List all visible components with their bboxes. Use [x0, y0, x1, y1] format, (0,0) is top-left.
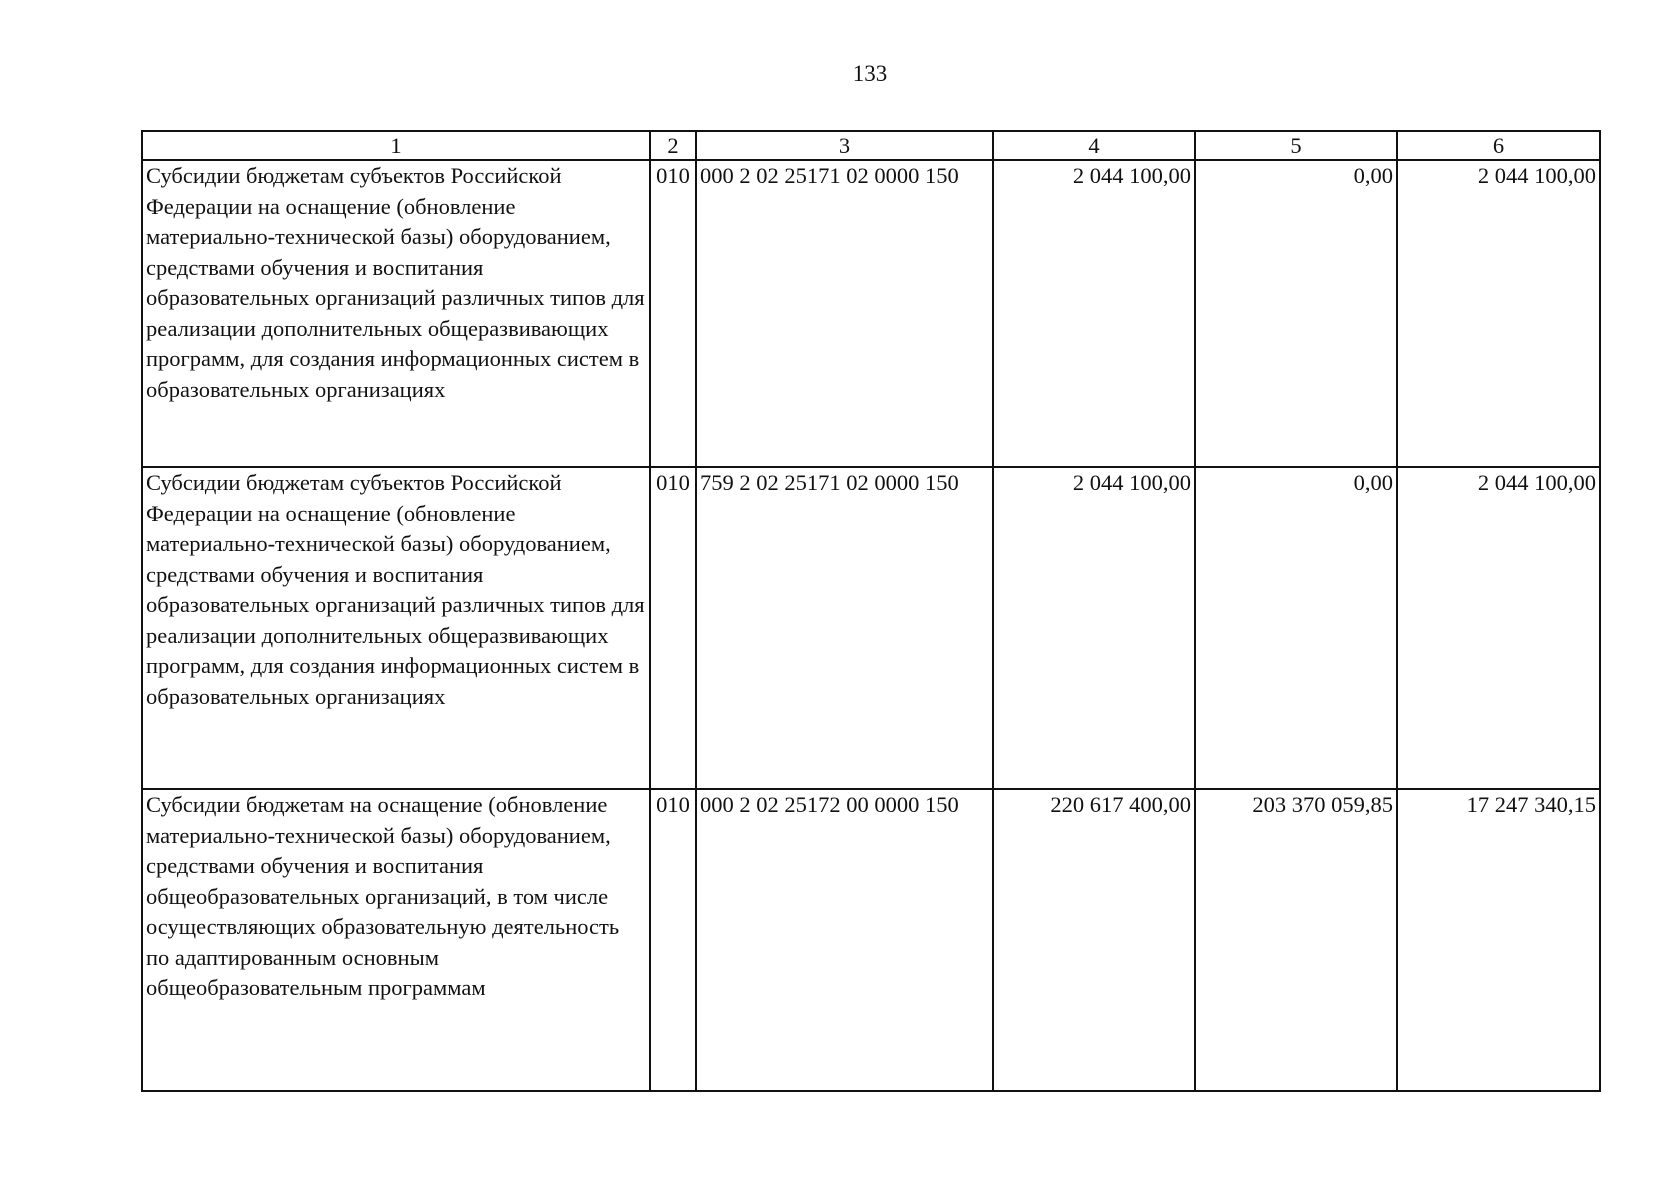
row-name-cell: Субсидии бюджетам на оснащение (обновление материально-технической базы) оборудованием, средствами обучения и воспитания общеобразовательных организаций, в том числе осуществляющих образовательную деятельность по адаптированным основным общеобразовательным программам — [142, 789, 650, 1091]
column-header: 4 — [993, 131, 1195, 160]
row-col6-cell: 2 044 100,00 — [1397, 160, 1600, 467]
row-code-cell: 010 — [650, 467, 696, 789]
row-col4-cell: 2 044 100,00 — [993, 467, 1195, 789]
row-kbk-cell: 000 2 02 25172 00 0000 150 — [696, 789, 993, 1091]
row-kbk-cell: 759 2 02 25171 02 0000 150 — [696, 467, 993, 789]
row-col5-cell: 203 370 059,85 — [1195, 789, 1397, 1091]
row-code-cell: 010 — [650, 789, 696, 1091]
row-col4-cell: 2 044 100,00 — [993, 160, 1195, 467]
column-header: 5 — [1195, 131, 1397, 160]
row-kbk-cell: 000 2 02 25171 02 0000 150 — [696, 160, 993, 467]
row-col5-cell: 0,00 — [1195, 467, 1397, 789]
row-col5-cell: 0,00 — [1195, 160, 1397, 467]
table-row — [142, 789, 1600, 1091]
column-header: 1 — [142, 131, 650, 160]
page-number: 133 — [852, 61, 888, 86]
row-col6-cell: 2 044 100,00 — [1397, 467, 1600, 789]
row-name-cell: Субсидии бюджетам субъектов Российской Федерации на оснащение (обновление материально-технической базы) оборудованием, средствами обучения и воспитания образовательных организаций различных типов для реализации дополнительных общеразвивающих программ, для создания информационных систем в образовательных организациях — [142, 160, 650, 467]
row-col4-cell: 220 617 400,00 — [993, 789, 1195, 1091]
table-header-row — [142, 131, 1600, 160]
row-code-cell: 010 — [650, 160, 696, 467]
row-col6-cell: 17 247 340,15 — [1397, 789, 1600, 1091]
table-row — [142, 467, 1600, 789]
column-header: 3 — [696, 131, 993, 160]
row-name-cell: Субсидии бюджетам субъектов Российской Федерации на оснащение (обновление материально-технической базы) оборудованием, средствами обучения и воспитания образовательных организаций различных типов для реализации дополнительных общеразвивающих программ, для создания информационных систем в образовательных организациях — [142, 467, 650, 789]
column-header: 2 — [650, 131, 696, 160]
budget-table — [141, 130, 1601, 1092]
table-row — [142, 160, 1600, 467]
column-header: 6 — [1397, 131, 1600, 160]
